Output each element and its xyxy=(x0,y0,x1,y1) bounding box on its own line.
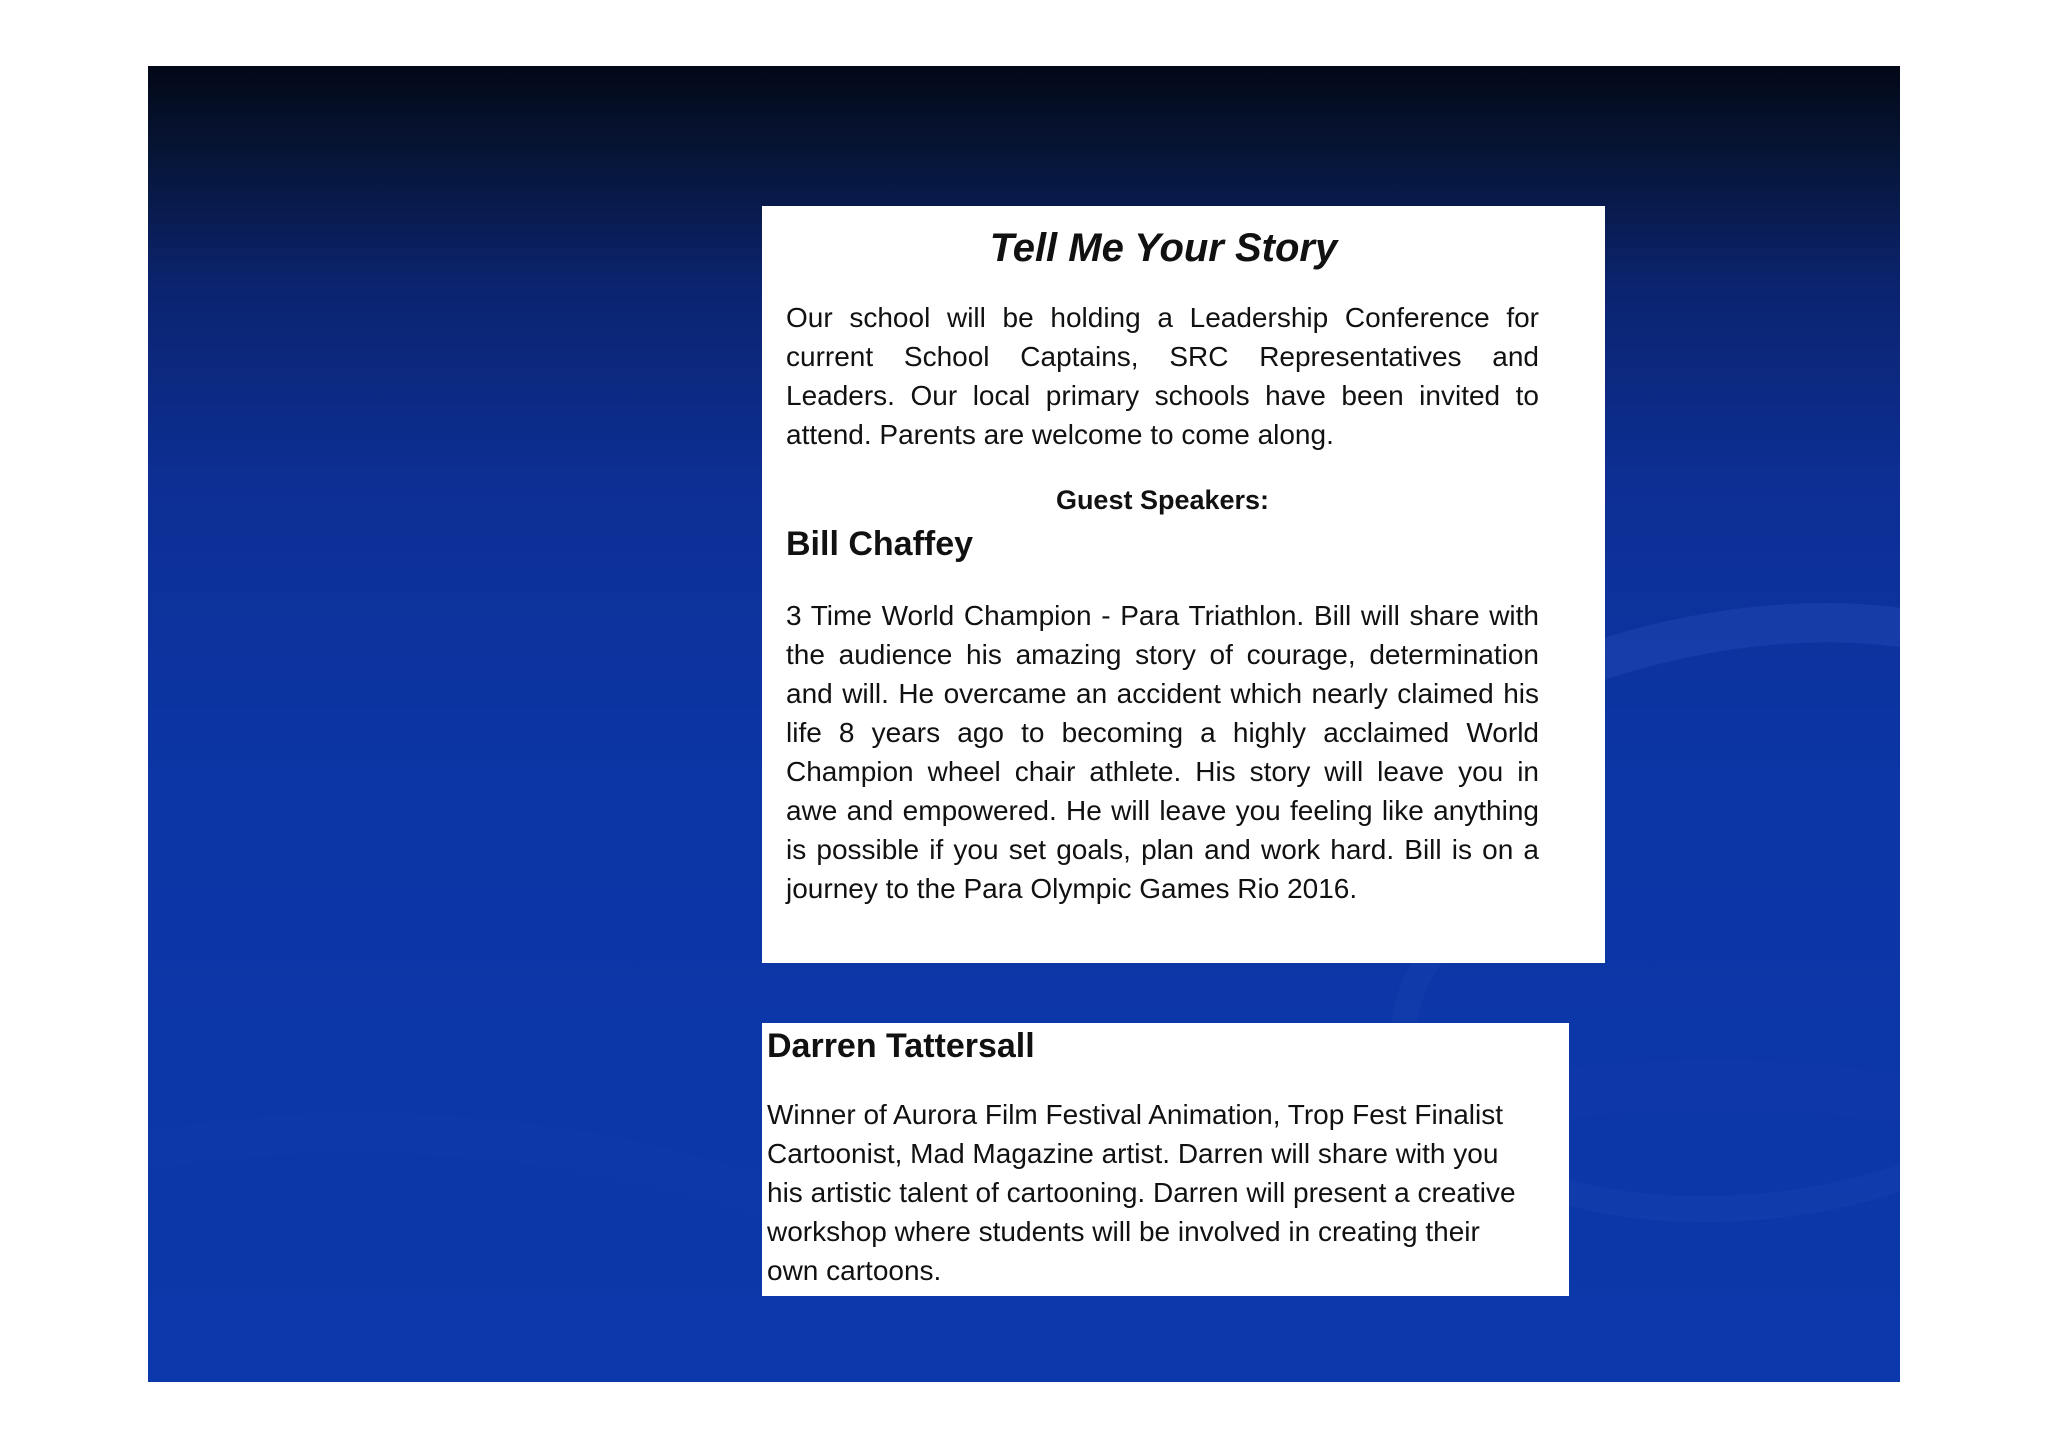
speaker-name-bill-chaffey: Bill Chaffey xyxy=(786,525,974,563)
story-card xyxy=(762,206,1605,963)
speaker-bio-bill-chaffey: 3 Time World Champion - Para Triathlon. Bill will share with the audience his amazing story of courage, determination and will. He overcame an accident which nearly claimed his life 8 years ago to becoming a highly acclaimed World Champion wheel chair athlete. His story will leave you in awe and empowered. He will leave you feeling like anything is possible if you set goals, plan and work hard. Bill is on a journey to the Para Olympic Games Rio 2016. xyxy=(786,600,1539,904)
speaker-name-darren-tattersall: Darren Tattersall xyxy=(767,1027,1035,1065)
page-title: Tell Me Your Story xyxy=(989,226,1338,270)
slide-background xyxy=(148,66,1900,1382)
guest-speakers-heading: Guest Speakers: xyxy=(1055,485,1270,515)
speaker-bio-darren-tattersall: Winner of Aurora Film Festival Animation, Trop Fest Finalist Cartoonist, Mad Magazine artist. Darren will share with you his artistic talent of cartooning. Darren will present a creative workshop where students will be involved in creating their own cartoons. xyxy=(767,1099,1516,1286)
darren-card xyxy=(762,1023,1569,1296)
intro-paragraph: Our school will be holding a Leadership Conference for current School Captains, SRC Representatives and Leaders. Our local primary schools have been invited to attend. Parents are welcome to come along. xyxy=(786,302,1539,450)
